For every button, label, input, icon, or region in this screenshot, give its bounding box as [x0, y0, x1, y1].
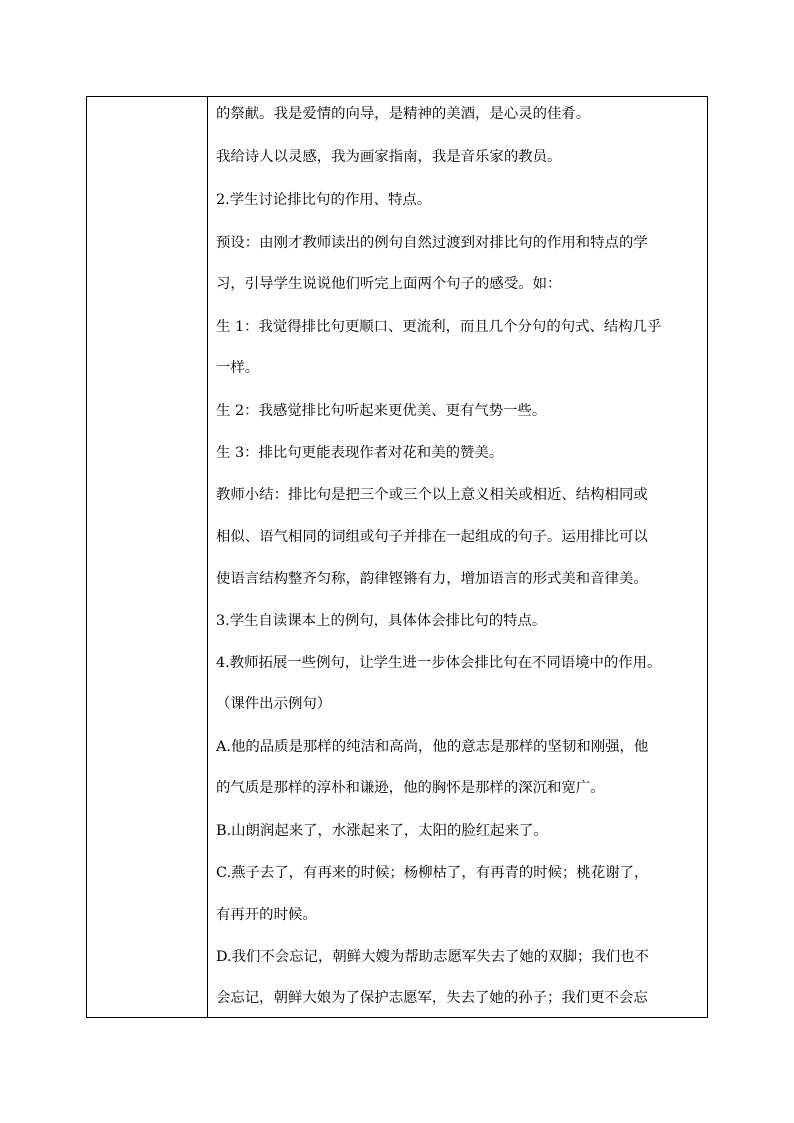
- text-line: 生 2：我感觉排比句听起来更优美、更有气势一些。: [216, 403, 547, 419]
- text-line: 3.学生自读课本上的例句，具体体会排比句的特点。: [216, 613, 547, 629]
- table-left-column: [87, 97, 208, 1017]
- text-line: C.燕子去了，有再来的时候；杨柳枯了，有再青的时候；桃花谢了，: [216, 865, 649, 881]
- text-line: 生 3：排比句更能表现作者对花和美的赞美。: [216, 445, 504, 461]
- text-line: 4.教师拓展一些例句，让学生进一步体会排比句在不同语境中的作用。: [216, 655, 662, 671]
- text-line: B.山朗润起来了，水涨起来了，太阳的脸红起来了。: [216, 823, 548, 839]
- text-line: 2.学生讨论排比句的作用、特点。: [216, 192, 432, 208]
- text-line: 相似、语气相同的词组或句子并排在一起组成的句子。运用排比可以: [216, 529, 648, 545]
- text-line: （课件出示例句）: [216, 696, 332, 712]
- text-line: 会忘记，朝鲜大娘为了保护志愿军，失去了她的孙子；我们更不会忘: [216, 990, 648, 1006]
- lesson-plan-table: [86, 96, 708, 1018]
- text-line: 一样。: [216, 360, 260, 376]
- text-line: 预设：由刚才教师读出的例句自然过渡到对排比句的作用和特点的学: [216, 235, 648, 251]
- text-line: A.他的品质是那样的纯洁和高尚，他的意志是那样的坚韧和刚强，他: [216, 739, 649, 755]
- text-line: 教师小结：排比句是把三个或三个以上意义相关或相近、结构相同或: [216, 487, 648, 503]
- text-line: 的祭献。我是爱情的向导，是精神的美酒，是心灵的佳肴。: [216, 106, 591, 122]
- text-line: 的气质是那样的淳朴和谦逊，他的胸怀是那样的深沉和宽广。: [216, 780, 605, 796]
- text-line: 使语言结构整齐匀称，韵律铿锵有力，增加语言的形式美和音律美。: [216, 571, 648, 587]
- text-line: 习，引导学生说说他们听完上面两个句子的感受。如：: [216, 276, 562, 292]
- text-line: 有再开的时候。: [216, 907, 317, 923]
- table-content-cell: [208, 97, 707, 1017]
- text-line: D.我们不会忘记，朝鲜大嫂为帮助志愿军失去了她的双脚；我们也不: [216, 949, 649, 965]
- text-line: 我给诗人以灵感，我为画家指南，我是音乐家的教员。: [216, 149, 562, 165]
- text-line: 生 1：我觉得排比句更顺口、更流利，而且几个分句的句式、结构几乎: [216, 319, 662, 335]
